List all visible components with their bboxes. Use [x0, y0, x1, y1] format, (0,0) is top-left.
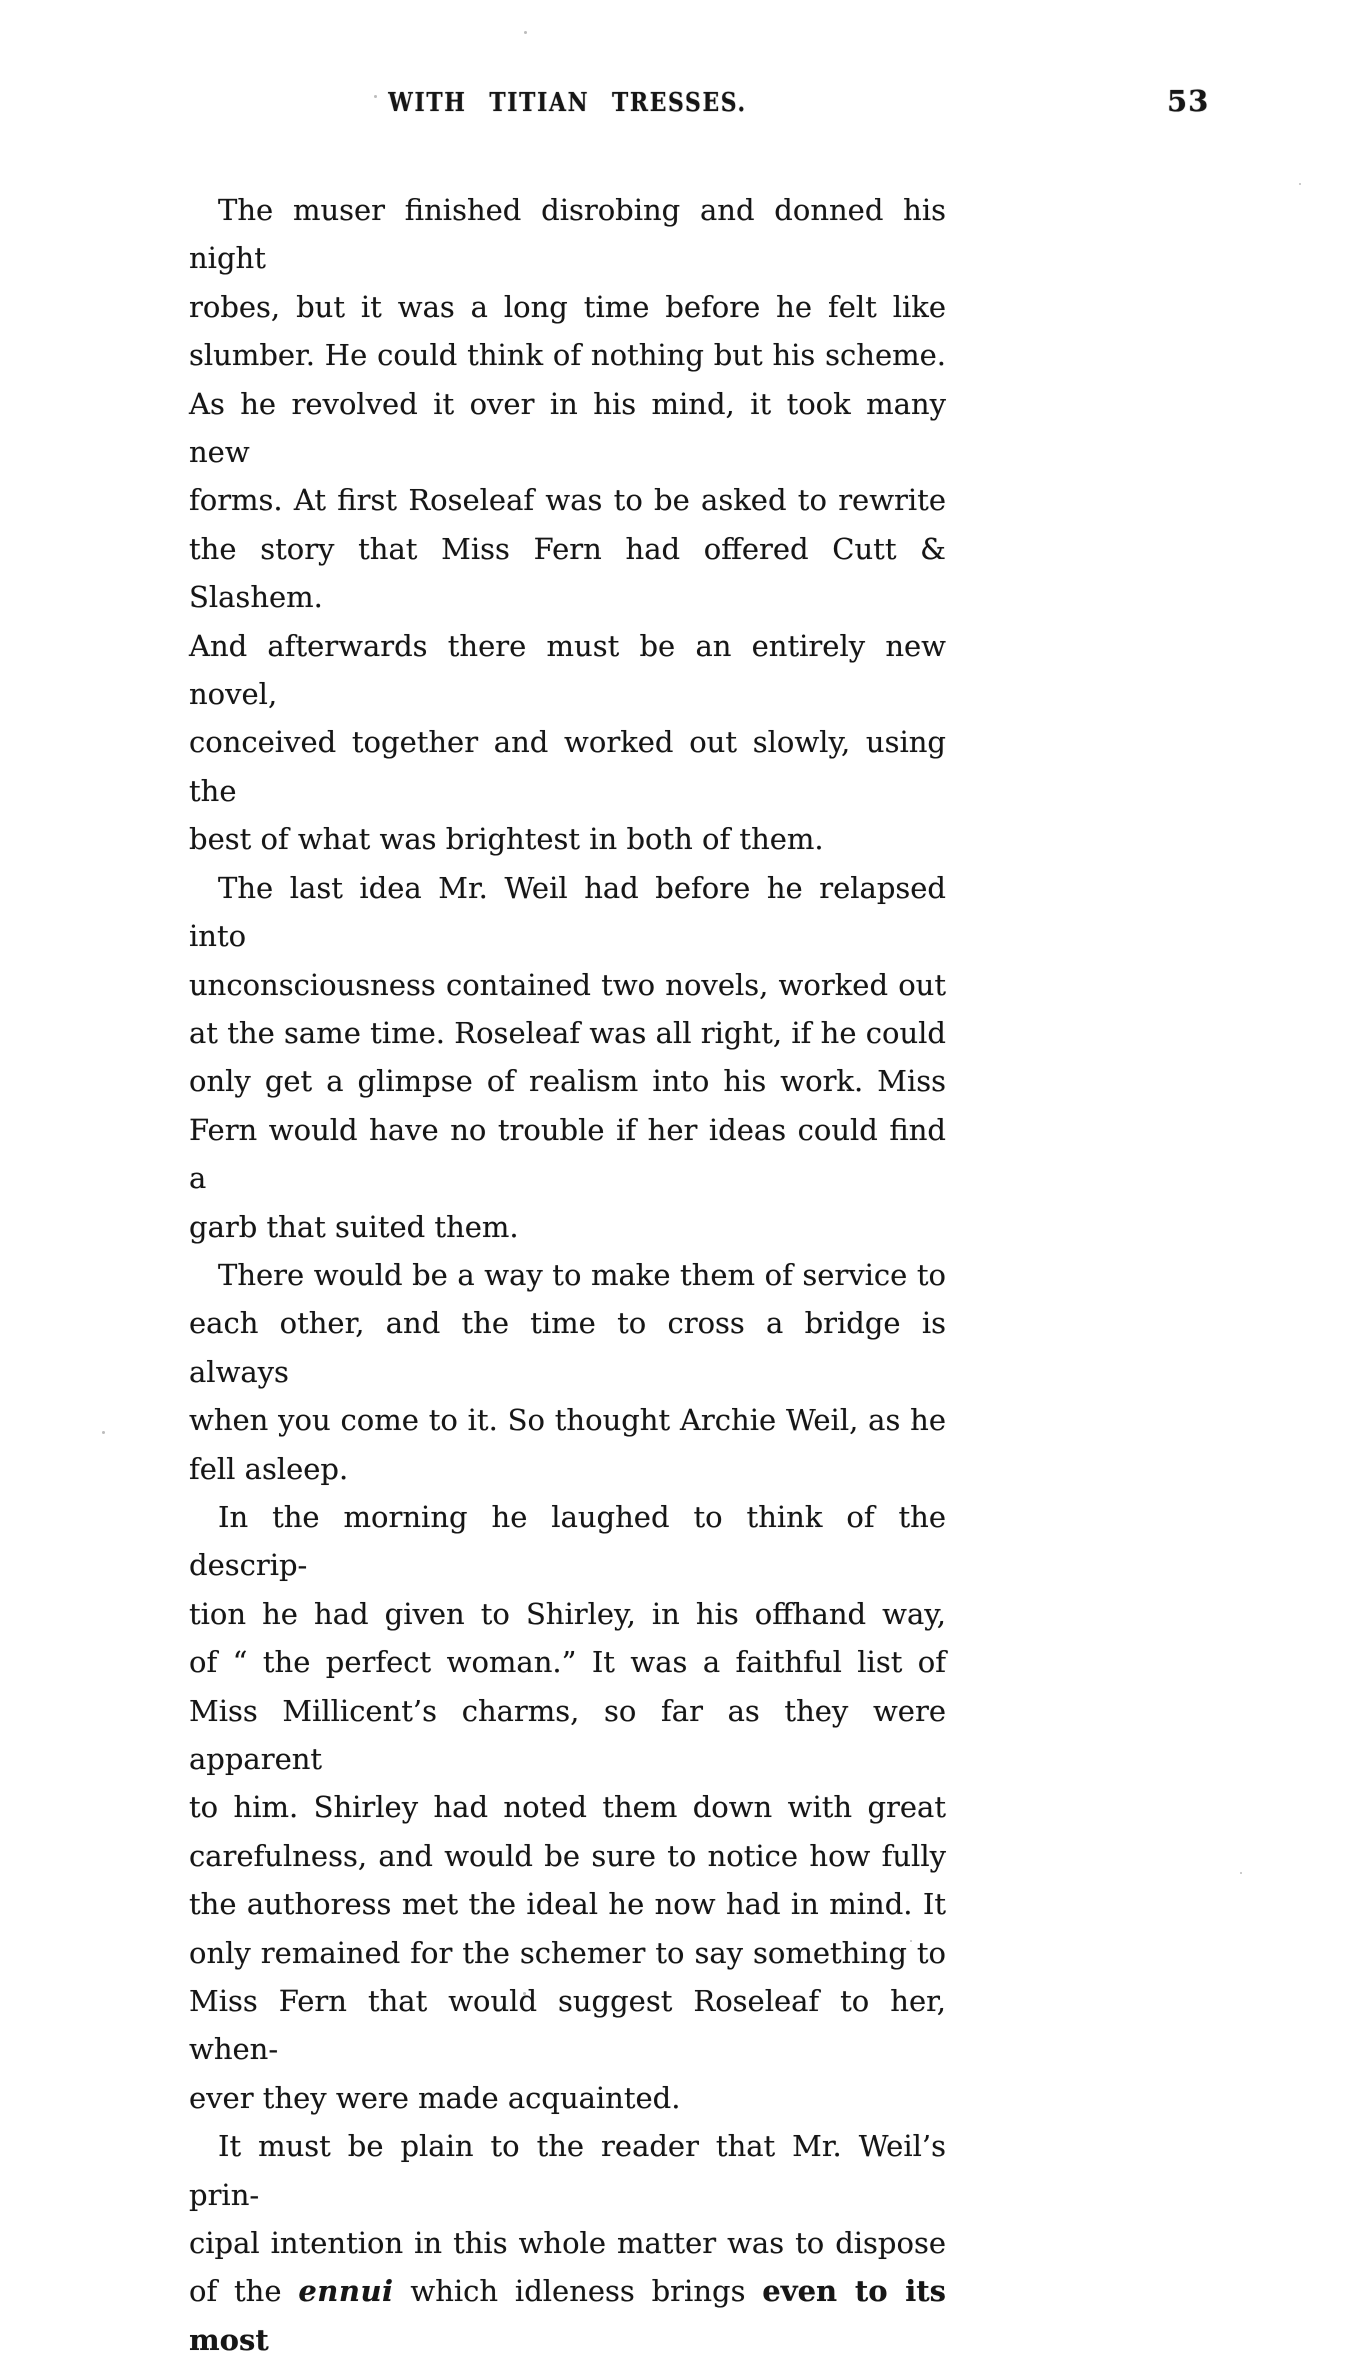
scan-speck: [524, 31, 527, 34]
scan-speck: [1240, 1872, 1242, 1874]
text-line: And afterwards there must be an entirely new novel,: [189, 628, 946, 712]
running-head-title: WITH TITIAN TRESSES.: [388, 88, 747, 118]
text-line: carefulness, and would be sure to notice how fully: [189, 1838, 946, 1873]
text-line: at the same time. Roseleaf was all right, if he could: [189, 1015, 946, 1050]
text-line: robes, but it was a long time before he felt like: [189, 289, 946, 324]
text-line: The last idea Mr. Weil had before he relapsed into: [189, 870, 946, 954]
paragraph-4: [189, 1493, 946, 2122]
scan-speck: [374, 95, 377, 98]
page-number: 53: [1167, 84, 1210, 118]
text-line: the story that Miss Fern had offered Cutt & Slashem.: [189, 531, 946, 615]
text-segment: of the: [189, 2274, 299, 2309]
text-line: conceived together and worked out slowly, using the: [189, 725, 946, 808]
text-line: Fern would have no trouble if her ideas could find a: [189, 1112, 946, 1196]
text-line: unconsciousness contained two novels, worked out: [189, 967, 946, 1002]
text-line: only remained for the schemer to say something to: [189, 1935, 946, 1970]
text-line: fell asleep.: [189, 1451, 349, 1486]
text-line: garb that suited them.: [189, 1209, 519, 1244]
text-line: cipal intention in this whole matter was to dispose: [189, 2226, 946, 2261]
text-line: each other, and the time to cross a bridge is always: [189, 1306, 946, 1389]
text-line: There would be a way to make them of service to: [218, 1257, 946, 1292]
scan-speck: [912, 1422, 914, 1424]
text-line: The muser finished disrobing and donned his night: [189, 193, 946, 276]
paragraph-2: [189, 864, 946, 1251]
bold-segment: even to its most: [189, 2274, 946, 2357]
scan-speck: [206, 1853, 209, 1856]
scan-speck: [1299, 183, 1301, 185]
paragraph-1: [189, 186, 946, 864]
text-line: forms. At first Roseleaf was to be asked to rewrite: [189, 483, 946, 518]
text-line: slumber. He could think of nothing but his scheme.: [189, 338, 946, 373]
scan-speck: [523, 1992, 526, 1995]
text-line: the authoress met the ideal he now had in mind. It: [189, 1887, 946, 1922]
text-line: Miss Fern that would suggest Roseleaf to her, when-: [189, 1984, 946, 2067]
scan-speck: [102, 1431, 105, 1434]
text-line: It must be plain to the reader that Mr. Weil’s prin-: [189, 2129, 946, 2212]
text-line: only get a glimpse of realism into his work. Miss: [189, 1064, 946, 1099]
text-line-mixed: [189, 2267, 946, 2364]
text-line: Miss Millicent’s charms, so far as they were apparent: [189, 1693, 946, 1776]
body-text: [189, 186, 946, 2364]
text-line: when you come to it. So thought Archie Weil, as he: [189, 1403, 946, 1438]
text-line: ever they were made acquainted.: [189, 2080, 681, 2115]
text-segment: which idleness brings: [393, 2274, 763, 2309]
scan-speck: [910, 1940, 912, 1942]
text-line: tion he had given to Shirley, in his offhand way,: [189, 1596, 946, 1631]
italic-word-ennui: ennui: [298, 2274, 394, 2309]
text-line: of “ the perfect woman.” It was a faithful list of: [189, 1645, 946, 1680]
text-line: In the morning he laughed to think of the descrip-: [189, 1499, 946, 1583]
paragraph-3: [189, 1251, 946, 1493]
text-line: As he revolved it over in his mind, it took many new: [189, 386, 946, 470]
paragraph-5: [189, 2122, 946, 2364]
text-line: best of what was brightest in both of them.: [189, 822, 824, 857]
text-line: to him. Shirley had noted them down with great: [189, 1790, 946, 1825]
